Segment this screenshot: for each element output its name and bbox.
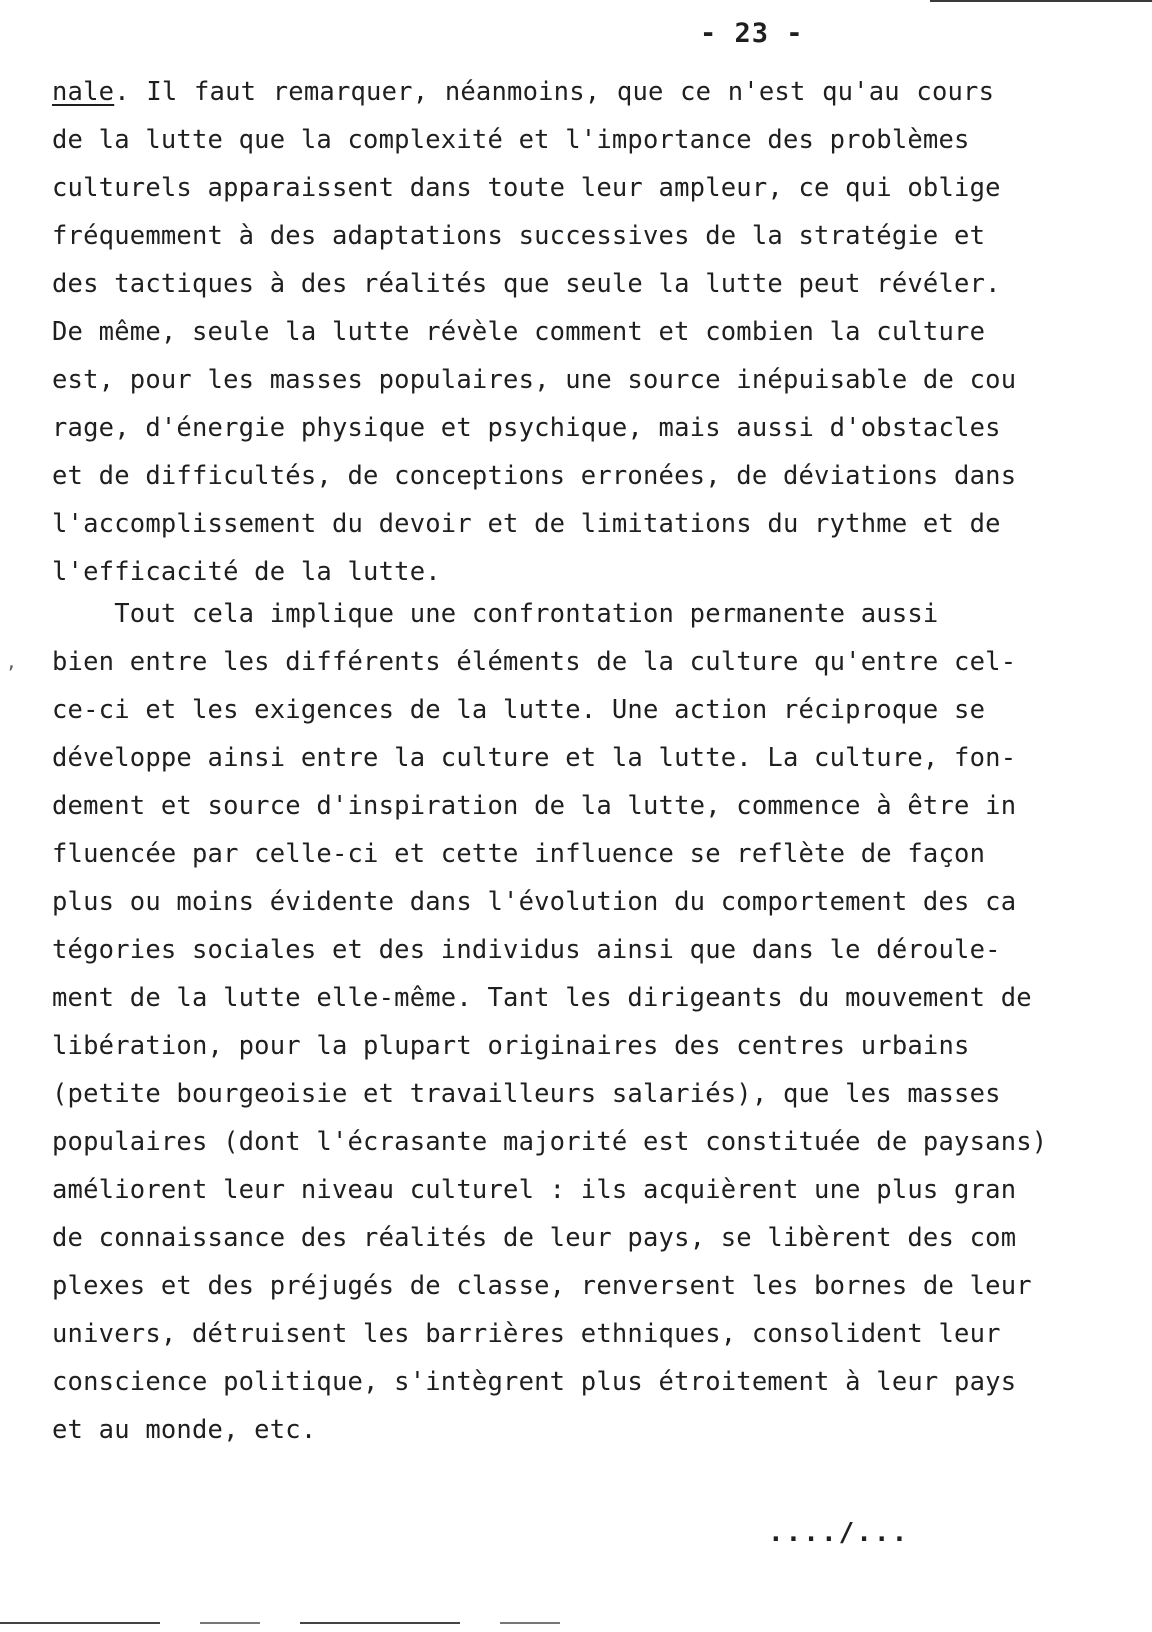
text-line: populaires (dont l'écrasante majorité est constituée de paysans)	[52, 1127, 1048, 1157]
margin-mark: ,	[6, 652, 17, 673]
line-rest: . Il faut remarquer, néanmoins, que ce n'est qu'au cours	[114, 77, 995, 107]
text-line: ment de la lutte elle-même. Tant les dirigeants du mouvement de	[52, 983, 1032, 1013]
text-line: bien entre les différents éléments de la culture qu'entre cel-	[52, 647, 1017, 677]
text-line: plexes et des préjugés de classe, renversent les bornes de leur	[52, 1271, 1032, 1301]
text-line	[52, 68, 1092, 116]
text-line: ce-ci et les exigences de la lutte. Une action réciproque se	[52, 695, 986, 725]
text-line: est, pour les masses populaires, une source inépuisable de cou	[52, 365, 1017, 395]
text-line: de connaissance des réalités de leur pays, se libèrent des com	[52, 1223, 1017, 1253]
text-line: l'accomplissement du devoir et de limitations du rythme et de	[52, 509, 1001, 539]
text-line: dement et source d'inspiration de la lutte, commence à être in	[52, 791, 1017, 821]
bottom-rule	[0, 1622, 560, 1624]
text-line: tégories sociales et des individus ainsi que dans le déroule-	[52, 935, 1001, 965]
text-line: rage, d'énergie physique et psychique, mais aussi d'obstacles	[52, 413, 1001, 443]
text-line: (petite bourgeoisie et travailleurs salariés), que les masses	[52, 1079, 1001, 1109]
underlined-word: nale	[52, 77, 115, 107]
text-line: des tactiques à des réalités que seule la lutte peut révéler.	[52, 269, 1001, 299]
text-line: libération, pour la plupart originaires des centres urbains	[52, 1031, 970, 1061]
top-rule	[930, 0, 1152, 2]
text-line: culturels apparaissent dans toute leur ampleur, ce qui oblige	[52, 173, 1001, 203]
text-line: fréquemment à des adaptations successives de la stratégie et	[52, 221, 986, 251]
text-line: développe ainsi entre la culture et la lutte. La culture, fon-	[52, 743, 1017, 773]
page-number: - 23 -	[700, 18, 804, 49]
text-line: de la lutte que la complexité et l'importance des problèmes	[52, 125, 970, 155]
continuation-mark: ..../...	[768, 1518, 910, 1548]
text-line: l'efficacité de la lutte.	[52, 557, 441, 587]
text-line: Tout cela implique une confrontation permanente aussi	[52, 599, 939, 629]
paragraph-2	[52, 590, 1092, 1454]
text-line: et de difficultés, de conceptions erronées, de déviations dans	[52, 461, 1017, 491]
text-line: univers, détruisent les barrières ethniques, consolident leur	[52, 1319, 1001, 1349]
text-line: et au monde, etc.	[52, 1415, 317, 1445]
paragraph-1	[52, 68, 1092, 596]
text-line: plus ou moins évidente dans l'évolution du comportement des ca	[52, 887, 1017, 917]
text-line: De même, seule la lutte révèle comment et combien la culture	[52, 317, 986, 347]
text-line: améliorent leur niveau culturel : ils acquièrent une plus gran	[52, 1175, 1017, 1205]
text-line: conscience politique, s'intègrent plus étroitement à leur pays	[52, 1367, 1017, 1397]
text-line: fluencée par celle-ci et cette influence se reflète de façon	[52, 839, 986, 869]
